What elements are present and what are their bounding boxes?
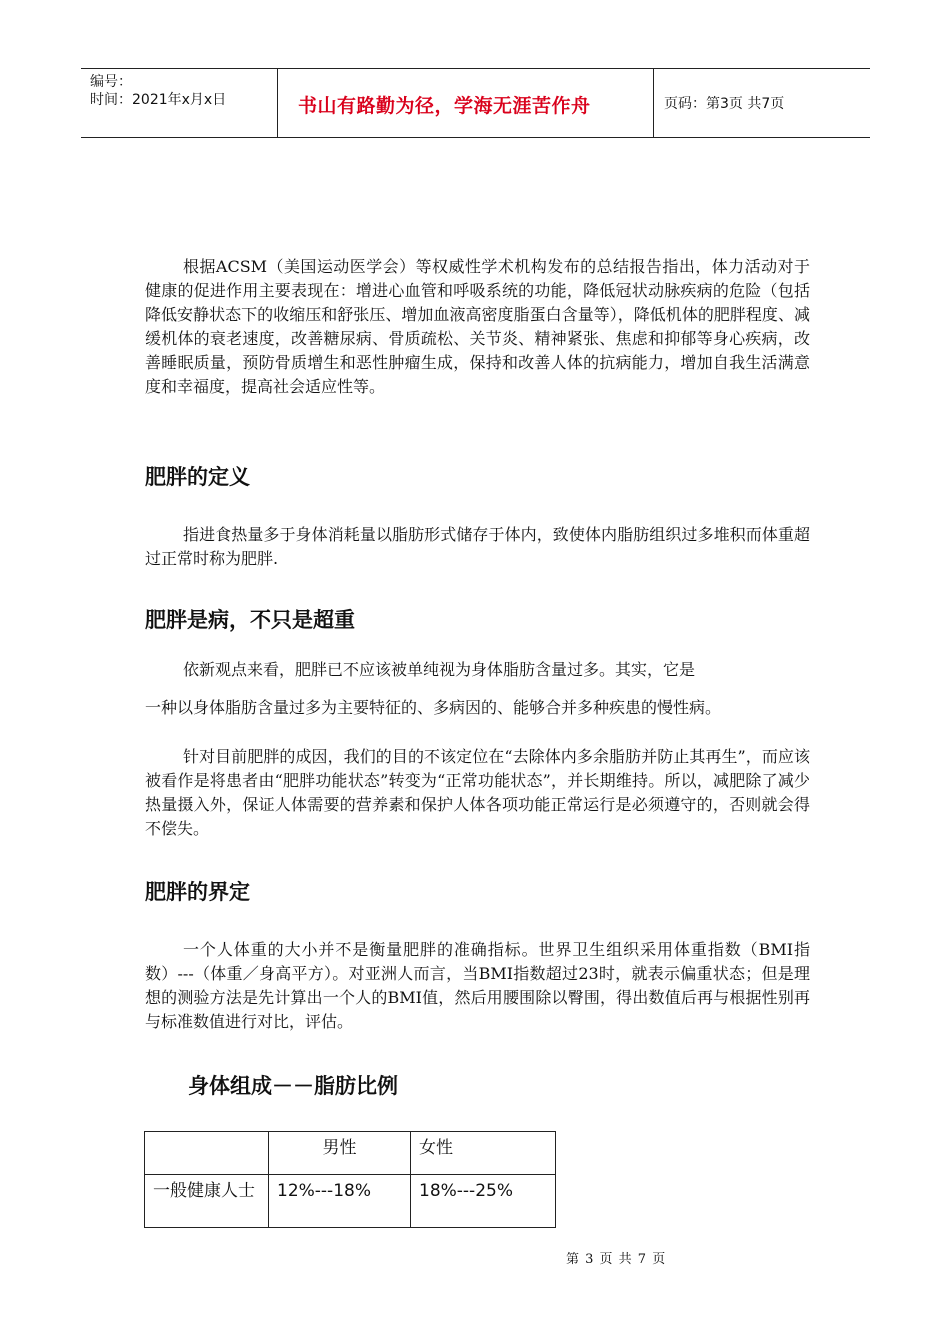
- header-page-info: 页码：第3页 共7页: [664, 96, 785, 112]
- disease-paragraph-2: 针对目前肥胖的成因，我们的目的不该定位在“去除体内多余脂肪并防止其再生”，而应该被看作是将患者由“肥胖功能状态”转变为“正常功能状态”，并长期维持。所以，减肥除了减少热量摄入外，保证人体需要的营养素和保护人体各项功能正常运行是必须遵守的，否则就会得不偿失。: [145, 747, 810, 838]
- table-cell-category: 一般健康人士: [145, 1175, 269, 1228]
- fat-ratio-table: [144, 1131, 556, 1228]
- document-number-label: 编号：: [90, 74, 132, 90]
- table-cell-male-value: 12%---18%: [269, 1175, 411, 1228]
- intro-paragraph: 根据ACSM（美国运动医学会）等权威性学术机构发布的总结报告指出，体力活动对于健康的促进作用主要表现在：增进心血管和呼吸系统的功能，降低冠状动脉疾病的危险（包括降低安静状态下的收缩压和舒张压、增加血液高密度脂蛋白含量等），降低机体的肥胖程度、减缓机体的衰老速度，改善糖尿病、骨质疏松、关节炎、精神紧张、焦虑和抑郁等身心疾病，改善睡眠质量，预防骨质增生和恶性肿瘤生成，保持和改善人体的抗病能力，增加自我生活满意度和幸福度，提高社会适应性等。: [145, 257, 810, 396]
- criteria-paragraph: 一个人体重的大小并不是衡量肥胖的准确指标。世界卫生组织采用体重指数（BMI指数）---（体重／身高平方）。对亚洲人而言，当BMI指数超过23时，就表示偏重状态；但是理想的测验方法是先计算出一个人的BMI值，然后用腰围除以臀围，得出数值后再与根据性别再与标准数值进行对比，评估。: [145, 940, 810, 1031]
- table-header-cell-male: 男性: [269, 1132, 411, 1175]
- page-footer: 第 3 页 共 7 页: [566, 1252, 667, 1267]
- table-header-cell-female: 女性: [411, 1132, 556, 1175]
- disease-paragraph-line2: 一种以身体脂肪含量过多为主要特征的、多病因的、能够合并多种疾患的慢性病。: [145, 698, 722, 717]
- table-cell-female-value: 18%---25%: [411, 1175, 556, 1228]
- document-date-label: 时间：2021年x月x日: [90, 92, 227, 108]
- header-page-cell: [654, 69, 870, 137]
- header-motto: 书山有路勤为径，学海无涯苦作舟: [298, 95, 591, 117]
- table-row: [145, 1175, 556, 1228]
- body-composition-title: 身体组成－－脂肪比例: [188, 1074, 398, 1098]
- definition-paragraph: 指进食热量多于身体消耗量以脂肪形式储存于体内，致使体内脂肪组织过多堆积而体重超过正常时称为肥胖.: [145, 525, 810, 568]
- table-header-row: [145, 1132, 556, 1175]
- header-motto-cell: [278, 69, 654, 137]
- section-title-criteria: 肥胖的界定: [145, 880, 250, 904]
- header-meta-cell: [81, 69, 278, 137]
- disease-paragraph-line1: 依新观点来看，肥胖已不应该被单纯视为身体脂肪含量过多。其实，它是: [183, 660, 696, 679]
- page-header: [81, 68, 870, 138]
- section-title-disease: 肥胖是病，不只是超重: [145, 608, 355, 632]
- table-header-cell: [145, 1132, 269, 1175]
- section-title-definition: 肥胖的定义: [145, 465, 250, 489]
